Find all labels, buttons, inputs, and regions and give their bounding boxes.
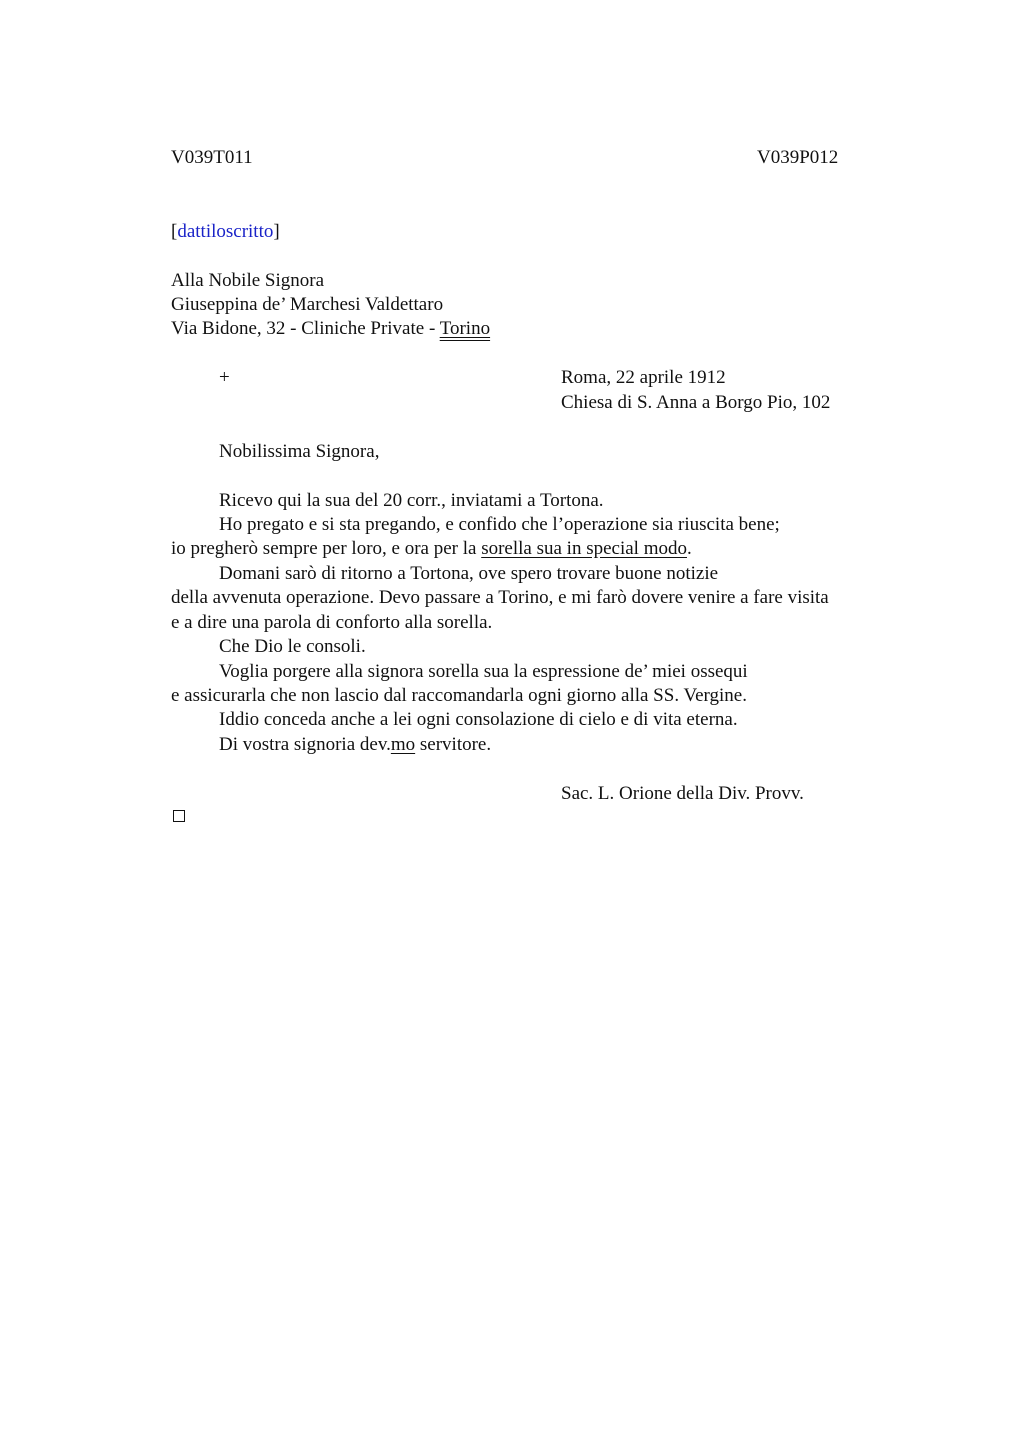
source-note — [171, 220, 280, 244]
archive-code-left: V039T011 — [171, 147, 253, 168]
body-line: Ho pregato e si sta pregando, e confido che l’operazione sia riuscita bene; — [219, 514, 780, 535]
body-line: e a dire una parola di conforto alla sorella. — [171, 612, 493, 633]
address-street: Via Bidone, 32 - Cliniche Private - — [171, 318, 440, 339]
underlined-text: sorella sua in special modo — [481, 538, 687, 559]
body-line: Ricevo qui la sua del 20 corr., inviatami a Tortona. — [219, 490, 604, 511]
address-line-2: Giuseppina de’ Marchesi Valdettaro — [171, 294, 444, 315]
bracket-close: ] — [273, 221, 280, 242]
body-line: Che Dio le consoli. — [219, 636, 366, 657]
body-line: Iddio conceda anche a lei ogni consolazione di cielo e di vita eterna. — [219, 709, 738, 730]
sender-location: Chiesa di S. Anna a Borgo Pio, 102 — [561, 392, 831, 413]
signature: Sac. L. Orione della Div. Provv. — [561, 783, 804, 804]
body-line: Domani sarò di ritorno a Tortona, ove spero trovare buone notizie — [219, 563, 719, 584]
cross-mark: + — [219, 367, 230, 388]
body-line — [171, 537, 692, 561]
bracket-open: [ — [171, 221, 178, 242]
underlined-text: mo — [390, 734, 416, 755]
body-line: e assicurarla che non lascio dal raccomandarla ogni giorno alla SS. Vergine. — [171, 685, 747, 706]
address-city: Torino — [439, 318, 491, 339]
archive-code-right: V039P012 — [757, 147, 839, 168]
body-text: io pregherò sempre per loro, e ora per la — [171, 538, 482, 559]
address-line-3 — [171, 317, 490, 341]
source-note-label: dattiloscritto — [177, 221, 274, 242]
place-date: Roma, 22 aprile 1912 — [561, 367, 726, 388]
body-text: . — [686, 538, 692, 559]
square-outline-icon — [173, 810, 185, 822]
address-line-1: Alla Nobile Signora — [171, 270, 325, 291]
closing-text: servitore. — [415, 734, 492, 755]
salutation: Nobilissima Signora, — [219, 441, 380, 462]
body-line: della avvenuta operazione. Devo passare a Torino, e mi farò dovere venire a fare visita — [171, 587, 829, 608]
closing-text: Di vostra signoria dev. — [219, 734, 391, 755]
body-line: Voglia porgere alla signora sorella sua la espressione de’ miei ossequi — [219, 661, 748, 682]
closing-line — [219, 733, 491, 757]
